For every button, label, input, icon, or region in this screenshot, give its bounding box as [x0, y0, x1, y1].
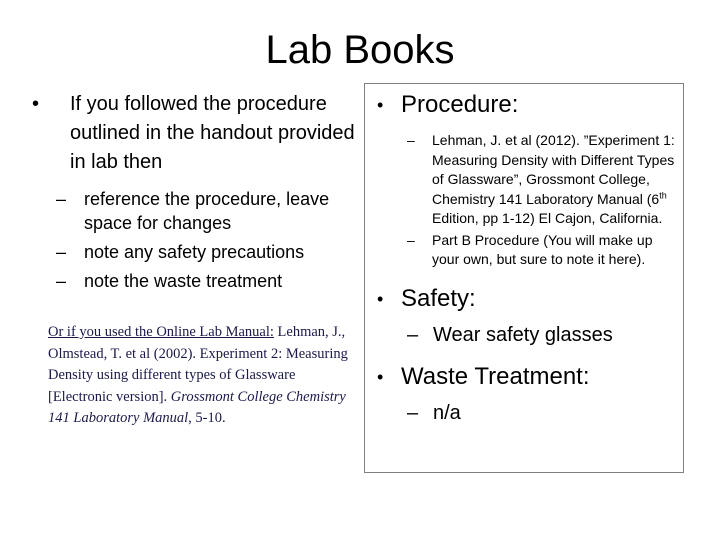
online-manual-reference — [48, 322, 348, 430]
procedure-heading — [365, 90, 683, 120]
edition-superscript: th — [659, 189, 667, 200]
waste-item — [365, 400, 683, 426]
sub-item-text: reference the procedure, leave space for changes — [84, 189, 330, 233]
bullet-marker: • — [377, 95, 384, 115]
bullet-marker: • — [32, 93, 40, 115]
main-bullet-text: If you followed the procedure outlined in the handout provided in lab then — [70, 93, 355, 173]
bullet-marker: • — [377, 288, 384, 309]
procedure-citation-text-end: Edition, pp 1-12) El Cajon, California. — [432, 210, 663, 226]
main-bullet — [30, 90, 360, 177]
sub-list — [30, 187, 360, 293]
bullet-marker: • — [377, 366, 384, 387]
procedure-item — [365, 131, 683, 229]
dash-marker: – — [407, 231, 415, 248]
sub-item — [30, 269, 360, 293]
dash-marker: – — [407, 401, 419, 424]
reference-pages: , 5-10. — [188, 410, 226, 426]
sub-item-text: note the waste treatment — [84, 271, 283, 291]
dash-marker: – — [56, 189, 67, 209]
waste-heading — [365, 362, 683, 392]
procedure-item — [365, 231, 683, 270]
reference-intro-link[interactable]: Or if you used the Online Lab Manual: — [48, 324, 274, 340]
sub-item — [30, 240, 360, 264]
procedure-heading-text: Procedure: — [401, 91, 519, 118]
safety-heading — [365, 284, 683, 314]
reference-journal: Grossmont College Chemistry 141 Laboratory Manual — [48, 388, 346, 426]
safety-item-text: Wear safety glasses — [433, 323, 613, 346]
dash-marker: – — [56, 271, 67, 291]
reference-citation: Lehman, J., Olmstead, T. et al (2002). Experiment 2: Measuring Density using different types of Glassware [Electronic version]. — [48, 324, 348, 405]
sub-item-text: note any safety precautions — [84, 242, 305, 262]
procedure-item-text: Part B Procedure (You will make up your own, but sure to note it here). — [432, 231, 653, 267]
waste-heading-text: Waste Treatment: — [401, 362, 590, 390]
safety-item — [365, 322, 683, 348]
left-column — [30, 90, 360, 293]
lab-book-box — [364, 83, 684, 473]
waste-item-text: n/a — [433, 401, 461, 424]
safety-heading-text: Safety: — [401, 284, 476, 312]
sub-item — [30, 187, 360, 235]
slide-title: Lab Books — [265, 28, 455, 72]
procedure-citation-text: Lehman, J. et al (2012). ”Experiment 1: Measuring Density with Different Types of Glassware”, Grossmont College, Chemistry 141 Laboratory Manual (6 — [432, 132, 675, 207]
dash-marker: – — [56, 242, 67, 262]
dash-marker: – — [407, 132, 415, 148]
dash-marker: – — [407, 323, 419, 346]
